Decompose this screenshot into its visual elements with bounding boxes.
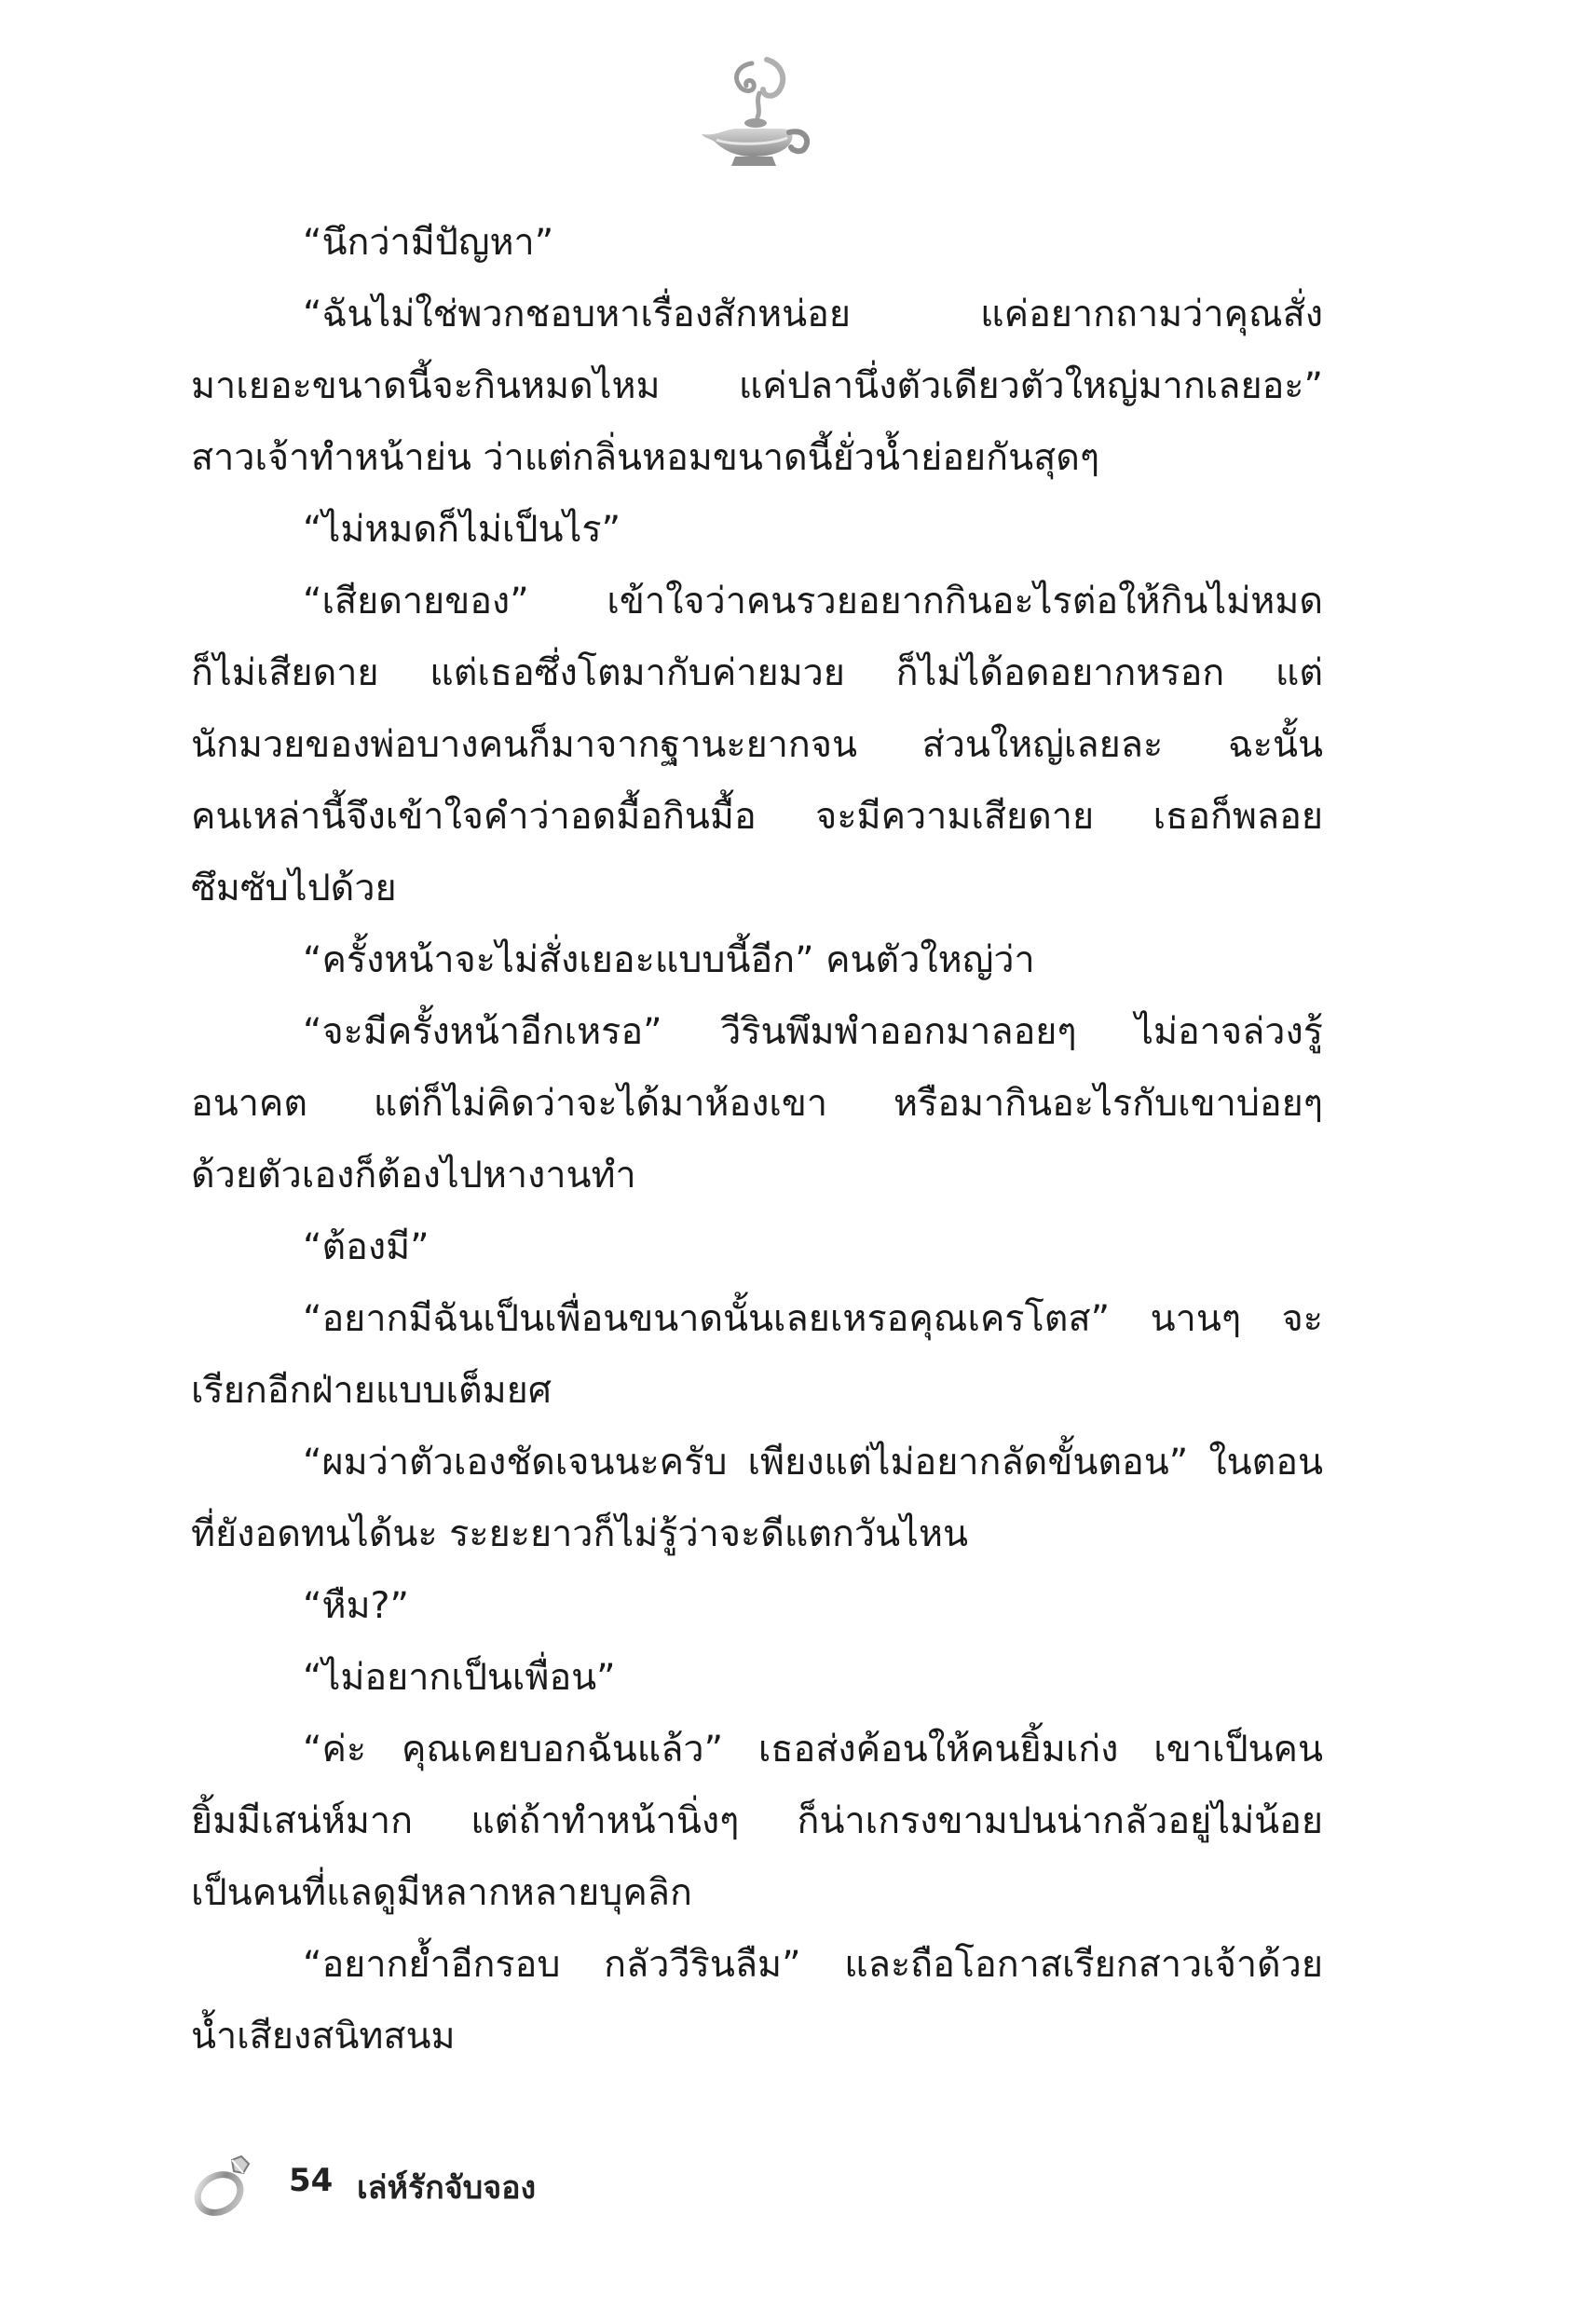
text-line: คนเหล่านี้จึงเข้าใจคำว่าอดมื้อกินมื้อ จะมีความเสียดาย เธอก็พลอย [191, 795, 1323, 838]
page-number: 54 [289, 2162, 334, 2199]
text-line: “อยากย้ำอีกรอบ กลัววีรินลืม” และถือโอกาสเรียกสาวเจ้าด้วย [303, 1943, 1323, 1986]
text-line: “ไม่อยากเป็นเพื่อน” [303, 1656, 616, 1699]
text-line: “นึกว่ามีปัญหา” [303, 221, 554, 264]
genie-lamp-icon [694, 56, 815, 172]
text-line: ซึมซับไปด้วย [191, 867, 397, 909]
text-line: เรียกอีกฝ่ายแบบเต็มยศ [191, 1369, 552, 1412]
text-line: อนาคต แต่ก็ไม่คิดว่าจะได้มาห้องเขา หรือมากินอะไรกับเขาบ่อยๆ [191, 1082, 1323, 1125]
body-text [191, 207, 1323, 2072]
text-line: “จะมีครั้งหน้าอีกเหรอ” วีรินพึมพำออกมาลอยๆ ไม่อาจล่วงรู้ [303, 1010, 1323, 1053]
text-line: “หืม?” [303, 1584, 409, 1627]
text-line: น้ำเสียงสนิทสนม [191, 2015, 456, 2058]
text-line: ที่ยังอดทนได้นะ ระยะยาวก็ไม่รู้ว่าจะดีแตกวันไหน [191, 1512, 968, 1555]
text-line: “อยากมีฉันเป็นเพื่อนขนาดนั้นเลยเหรอคุณเครโตส” นานๆ จะ [303, 1297, 1323, 1340]
page-footer [191, 2153, 936, 2218]
book-title: เล่ห์รักจับจอง [357, 2169, 537, 2207]
text-line: ด้วยตัวเองก็ต้องไปหางานทำ [191, 1154, 636, 1197]
text-line: “ไม่หมดก็ไม่เป็นไร” [303, 508, 621, 551]
text-line: “ผมว่าตัวเองชัดเจนนะครับ เพียงแต่ไม่อยากลัดขั้นตอน” ในตอน [303, 1441, 1323, 1484]
text-line: ยิ้มมีเสน่ห์มาก แต่ถ้าทำหน้านิ่งๆ ก็น่าเกรงขามปนน่ากลัวอยู่ไม่น้อย [191, 1799, 1323, 1842]
text-line: “ค่ะ คุณเคยบอกฉันแล้ว” เธอส่งค้อนให้คนยิ้มเก่ง เขาเป็นคน [303, 1728, 1323, 1771]
text-line: สาวเจ้าทำหน้าย่น ว่าแต่กลิ่นหอมขนาดนี้ยั่วน้ำย่อยกันสุดๆ [191, 436, 1100, 479]
text-line: “เสียดายของ” เข้าใจว่าคนรวยอยากกินอะไรต่อให้กินไม่หมด [303, 580, 1323, 622]
text-line: “ต้องมี” [303, 1225, 430, 1268]
text-line: มาเยอะขนาดนี้จะกินหมดไหม แค่ปลานึ่งตัวเดียวตัวใหญ่มากเลยอะ” [191, 364, 1323, 407]
text-line: ก็ไม่เสียดาย แต่เธอซึ่งโตมากับค่ายมวย ก็ไม่ได้อดอยากหรอก แต่ [191, 651, 1323, 694]
text-line: “ครั้งหน้าจะไม่สั่งเยอะแบบนี้อีก” คนตัวใหญ่ว่า [303, 938, 1035, 981]
ring-icon [191, 2153, 256, 2218]
text-line: นักมวยของพ่อบางคนก็มาจากฐานะยากจน ส่วนใหญ่เลยละ ฉะนั้น [191, 723, 1323, 766]
text-line: “ฉันไม่ใช่พวกชอบหาเรื่องสักหน่อย แค่อยากถามว่าคุณสั่ง [303, 293, 1323, 335]
text-line: เป็นคนที่แลดูมีหลากหลายบุคลิก [191, 1871, 692, 1914]
